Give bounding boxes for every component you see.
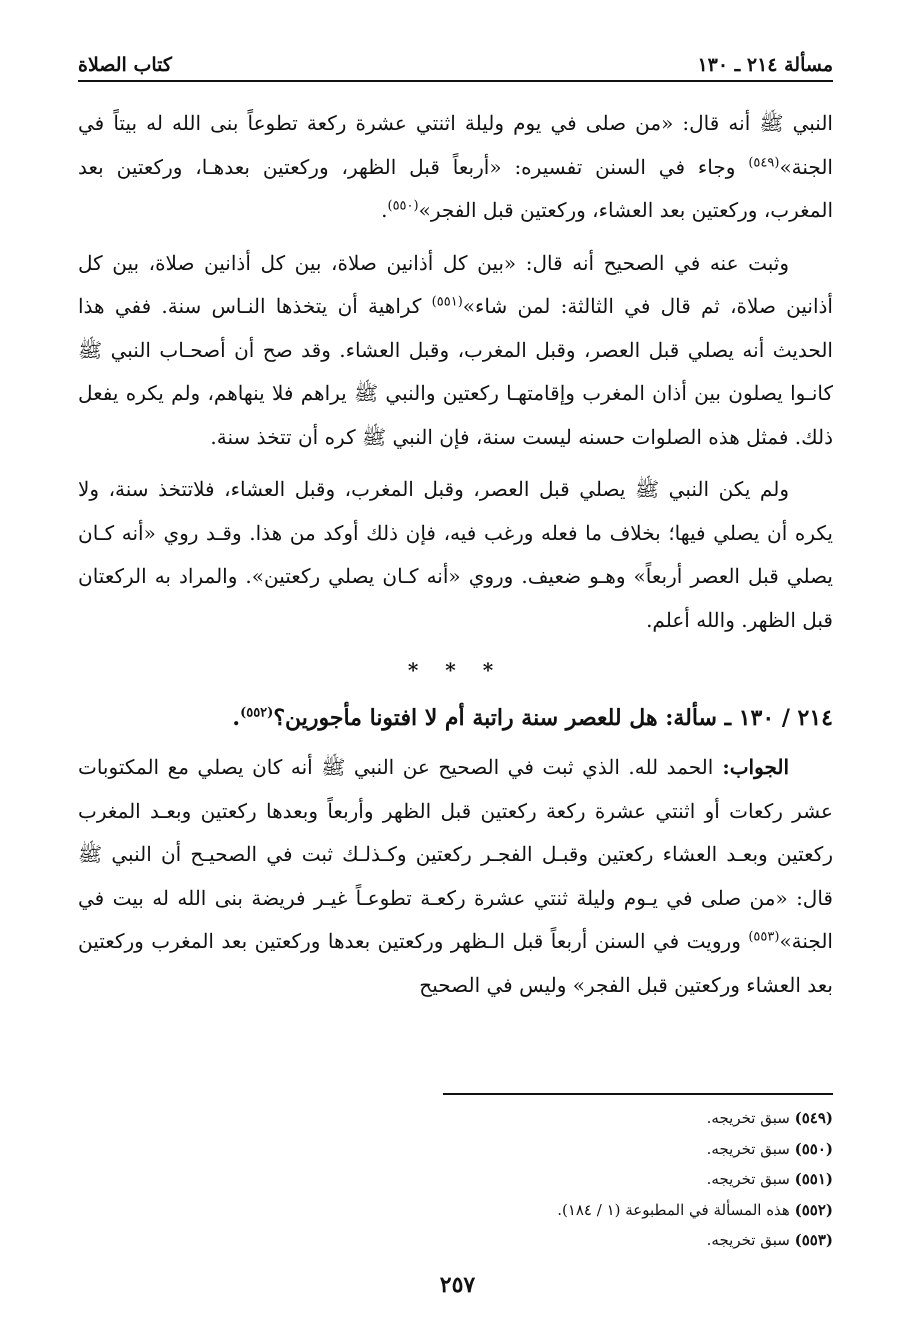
footnote-text: سبق تخريجه. <box>706 1170 795 1188</box>
footnote <box>78 1225 833 1256</box>
footnote-text: سبق تخريجه. <box>706 1139 795 1158</box>
footnote-ref[interactable]: (٥٥١) <box>431 294 463 310</box>
question-heading <box>78 696 833 740</box>
footnote <box>78 1195 833 1226</box>
text-run: ورويت في السنن أربعاً قبل الـظهر وركعتين بعدها وركعتين بعد المغرب وركعتين بعد العشاء وركعتين قبل الفجر» وليس في الصحيح <box>78 929 833 997</box>
text-run: ولم يكن النبي ﷺ يصلي قبل العصر، وقبل المغرب، وقبل العشاء، فلاتتخذ سنة، ولا يكره أن يصلي فيها؛ بخلاف ما فعله ورغب فيه، فإن ذلك أوكد من هذا. وقـد روي «أنه كـان يصلي قبل العصر أربعاً» وهـو ضعيف. وروي «أنه كـان يصلي ركعتين». والمراد به الركعتان قبل الظهر. والله أعلم. <box>78 477 833 632</box>
paragraph-2 <box>78 242 833 460</box>
footnote <box>78 1134 833 1165</box>
footnote-text: هذه المسألة في المطبوعة (١ / ١٨٤). <box>557 1200 795 1219</box>
footnote-ref[interactable]: (٥٤٩) <box>748 154 780 170</box>
text-run: الحمد لله. الذي ثبت في الصحيح عن النبي ﷺ أنه كان يصلي مع المكتوبات عشر ركعات أو اثنتي عشرة ركعة ركعتين قبل الظهر وأربعاً وبعدها ركعتين وبعـد المغرب ركعتين وبعـد العشاء ركعتين وقبـل الفجـر ركعتين وكـذلـك ثبت في الصحيـح أن النبي ﷺ قال: «من صلى في يـوم وليلة ثنتي عشرة ركعـة تطوعـاً غيـر فريضة بنى الله له بيت في الجنة» <box>78 755 833 953</box>
text-run: . <box>381 198 388 222</box>
paragraph-3 <box>78 468 833 642</box>
paragraph-1 <box>78 102 833 233</box>
question-text: هل للعصر سنة راتبة أم لا افتونا مأجورين؟ <box>273 705 658 731</box>
footnote-text: سبق تخريجه. <box>706 1109 795 1127</box>
footnote-ref[interactable]: (٥٥٣) <box>748 929 780 945</box>
running-header <box>78 42 833 82</box>
issue-range: مسألة ٢١٤ ـ ١٣٠ <box>697 54 833 76</box>
footnote-number: (٥٥١) <box>794 1170 833 1188</box>
question-number: ٢١٤ / ١٣٠ ـ <box>716 705 833 731</box>
book-title: كتاب الصلاة <box>78 54 172 76</box>
footnote-ref[interactable]: (٥٥٠) <box>387 198 419 214</box>
footnote <box>78 1103 833 1134</box>
footnote-text: سبق تخريجه. <box>706 1231 795 1249</box>
section-separator: * * * <box>407 658 504 682</box>
body-text <box>78 102 833 1016</box>
text-run: وثبت عنه في الصحيح أنه قال: «بين كل أذانين صلاة، بين كل أذانين صلاة، بين كل أذانين صلاة، ثم قال في الثالثة: لمن شاء» <box>78 250 833 318</box>
answer-paragraph <box>78 746 833 1007</box>
footnote-divider <box>443 1093 833 1095</box>
footnotes <box>78 1093 833 1256</box>
footnote-number: (٥٤٩) <box>794 1109 833 1127</box>
text-run: النبي ﷺ أنه قال: «من صلى في يوم وليلة اثنتي عشرة ركعة تطوعاً بنى الله له بيتاً في الجنة» <box>78 111 833 179</box>
page-number: ٢٥٧ <box>439 1272 476 1298</box>
footnote-number: (٥٥٠) <box>794 1139 833 1158</box>
answer-label: الجواب: <box>713 755 790 779</box>
footnote-number: (٥٥٢) <box>794 1200 833 1219</box>
footnote-ref[interactable]: (٥٥٢) <box>240 705 274 721</box>
footnote-number: (٥٥٣) <box>794 1231 833 1249</box>
text-run: وجاء في السنن تفسيره: «أربعاً قبل الظهر، وركعتين بعدهـا، وركعتين بعد المغرب، وركعتين بعد العشاء، وركعتين قبل الفجر» <box>78 154 833 222</box>
text-run: كراهية أن يتخذها النـاس سنة. ففي هذا الحديث أنه يصلي قبل العصر، وقبل المغرب، وقبل العشاء. وقد صح أن أصحـاب النبي ﷺ كانـوا يصلون بين أذان المغرب وإقامتهـا ركعتين والنبي ﷺ يراهم فلا ينهاهم، ولم يكره يفعل ذلك. فمثل هذه الصلوات حسنه ليست سنة، فإن النبي ﷺ كره أن تتخذ سنة. <box>78 294 834 449</box>
footnote <box>78 1164 833 1195</box>
text-run: . <box>232 705 241 731</box>
question-label: سألة: <box>657 705 717 731</box>
